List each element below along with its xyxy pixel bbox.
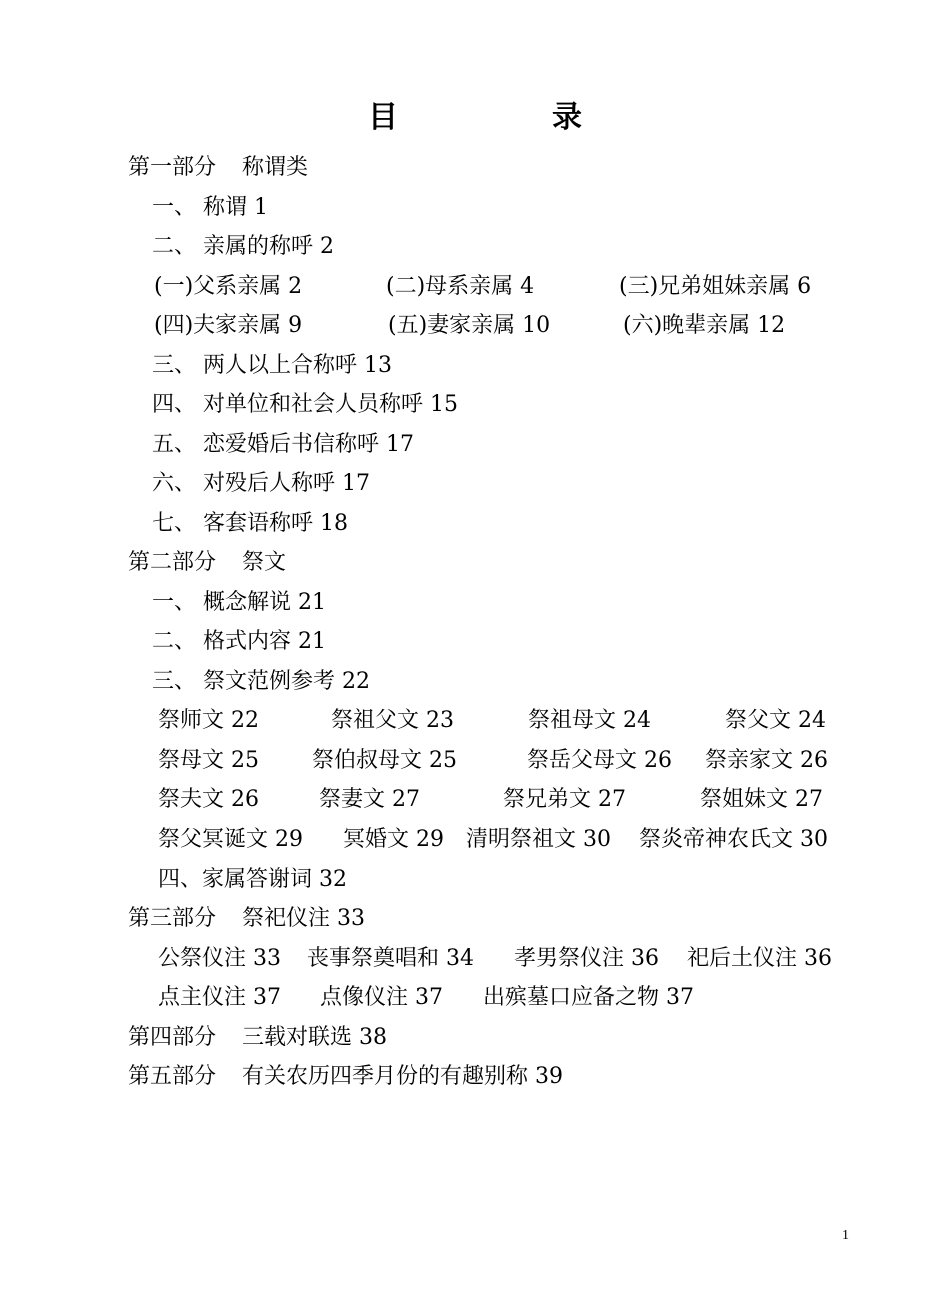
toc-part: [128, 543, 286, 583]
toc-entry: 祭炎帝神农氏文 30: [639, 827, 828, 852]
toc-part-label: 第三部分: [128, 906, 217, 931]
toc-entry: 公祭仪注 33: [158, 946, 281, 971]
toc-sub-line: [0, 306, 950, 346]
toc-entry: 三、 两人以上合称呼 13: [152, 353, 392, 378]
toc-part: [128, 899, 365, 939]
toc-part: [128, 1057, 563, 1097]
toc-item-line: [0, 227, 950, 267]
toc-entry: 祭母文 25: [158, 748, 259, 773]
toc-part-label: 第四部分: [128, 1025, 217, 1050]
toc-item-line: [0, 464, 950, 504]
toc-part: [128, 148, 308, 188]
toc-entry: (五)妻家亲属 10: [388, 313, 551, 338]
toc-entry: 祭兄弟文 27: [503, 787, 626, 812]
toc-entry: (二)母系亲属 4: [386, 274, 535, 299]
toc-part-line: [0, 899, 950, 939]
toc-entry: 四、家属答谢词 32: [158, 867, 347, 892]
toc-entry: 二、 格式内容 21: [152, 629, 326, 654]
toc-item-line: [0, 385, 950, 425]
toc-sub-line: [0, 939, 950, 979]
toc-item-line: [0, 662, 950, 702]
toc-entry: 祭亲家文 26: [705, 748, 828, 773]
toc-item-line: [0, 346, 950, 386]
toc-item-line: [0, 188, 950, 228]
toc-entry: (六)晚辈亲属 12: [623, 313, 786, 338]
toc-item-line: [0, 504, 950, 544]
toc-part-text: 三载对联选 38: [242, 1025, 388, 1050]
toc-entry: 三、 祭文范例参考 22: [152, 669, 370, 694]
toc-part-text: 祭文: [242, 550, 287, 575]
toc-part-text: 祭祀仪注 33: [242, 906, 366, 931]
toc-entry: 祀后土仪注 36: [687, 946, 832, 971]
toc-sub-line: [0, 780, 950, 820]
toc-entry: (四)夫家亲属 9: [154, 313, 303, 338]
toc-sub-line: [0, 741, 950, 781]
toc-part-line: [0, 148, 950, 188]
toc-entry: 四、 对单位和社会人员称呼 15: [152, 392, 458, 417]
toc-title: 目 录: [368, 100, 644, 135]
toc-entry: 丧事祭奠唱和 34: [307, 946, 474, 971]
toc-entry: 六、 对殁后人称呼 17: [152, 471, 370, 496]
toc-entry: 祭师文 22: [158, 708, 259, 733]
toc-item-line: [0, 583, 950, 623]
toc-entry: 五、 恋爱婚后书信称呼 17: [152, 432, 414, 457]
toc-sub-line: [0, 978, 950, 1018]
toc-entry: 二、 亲属的称呼 2: [152, 234, 334, 259]
toc-entry: 清明祭祖文 30: [466, 827, 611, 852]
toc-sub-line: [0, 820, 950, 860]
page-number: 1: [842, 1228, 849, 1243]
toc-entry: 点像仪注 37: [320, 985, 443, 1010]
toc-entry: 祭岳父母文 26: [527, 748, 672, 773]
toc-part-label: 第二部分: [128, 550, 217, 575]
toc-entry: (一)父系亲属 2: [154, 274, 303, 299]
toc-entry: 孝男祭仪注 36: [514, 946, 659, 971]
toc-entry: 祭伯叔母文 25: [312, 748, 457, 773]
toc-entry: 祭父文 24: [725, 708, 826, 733]
toc-entry: 点主仪注 37: [158, 985, 281, 1010]
toc-part-label: 第一部分: [128, 155, 217, 180]
toc-part-line: [0, 1018, 950, 1058]
toc-part-text: 称谓类: [242, 155, 309, 180]
toc-entry: (三)兄弟姐妹亲属 6: [619, 274, 812, 299]
toc-entry: 祭妻文 27: [319, 787, 420, 812]
toc-entry: 一、 称谓 1: [152, 195, 268, 220]
toc-part-text: 有关农历四季月份的有趣别称 39: [242, 1064, 564, 1089]
toc-item-line: [0, 622, 950, 662]
toc-sub-line: [0, 701, 950, 741]
toc-entry: 祭父冥诞文 29: [158, 827, 303, 852]
toc-part-line: [0, 543, 950, 583]
toc-entry: 七、 客套语称呼 18: [152, 511, 348, 536]
toc-entry: 祭祖母文 24: [528, 708, 651, 733]
toc-entry: 一、 概念解说 21: [152, 590, 326, 615]
toc-item-line: [0, 425, 950, 465]
toc-entry: 出殡墓口应备之物 37: [483, 985, 694, 1010]
toc-sub-line: [0, 267, 950, 307]
toc-part: [128, 1018, 387, 1058]
toc-entry: 祭姐妹文 27: [700, 787, 823, 812]
toc-sub-line: [0, 860, 950, 900]
toc-part-label: 第五部分: [128, 1064, 217, 1089]
toc-entry: 祭祖父文 23: [331, 708, 454, 733]
toc-entry: 祭夫文 26: [158, 787, 259, 812]
toc-entry: 冥婚文 29: [343, 827, 444, 852]
toc-part-line: [0, 1057, 950, 1097]
